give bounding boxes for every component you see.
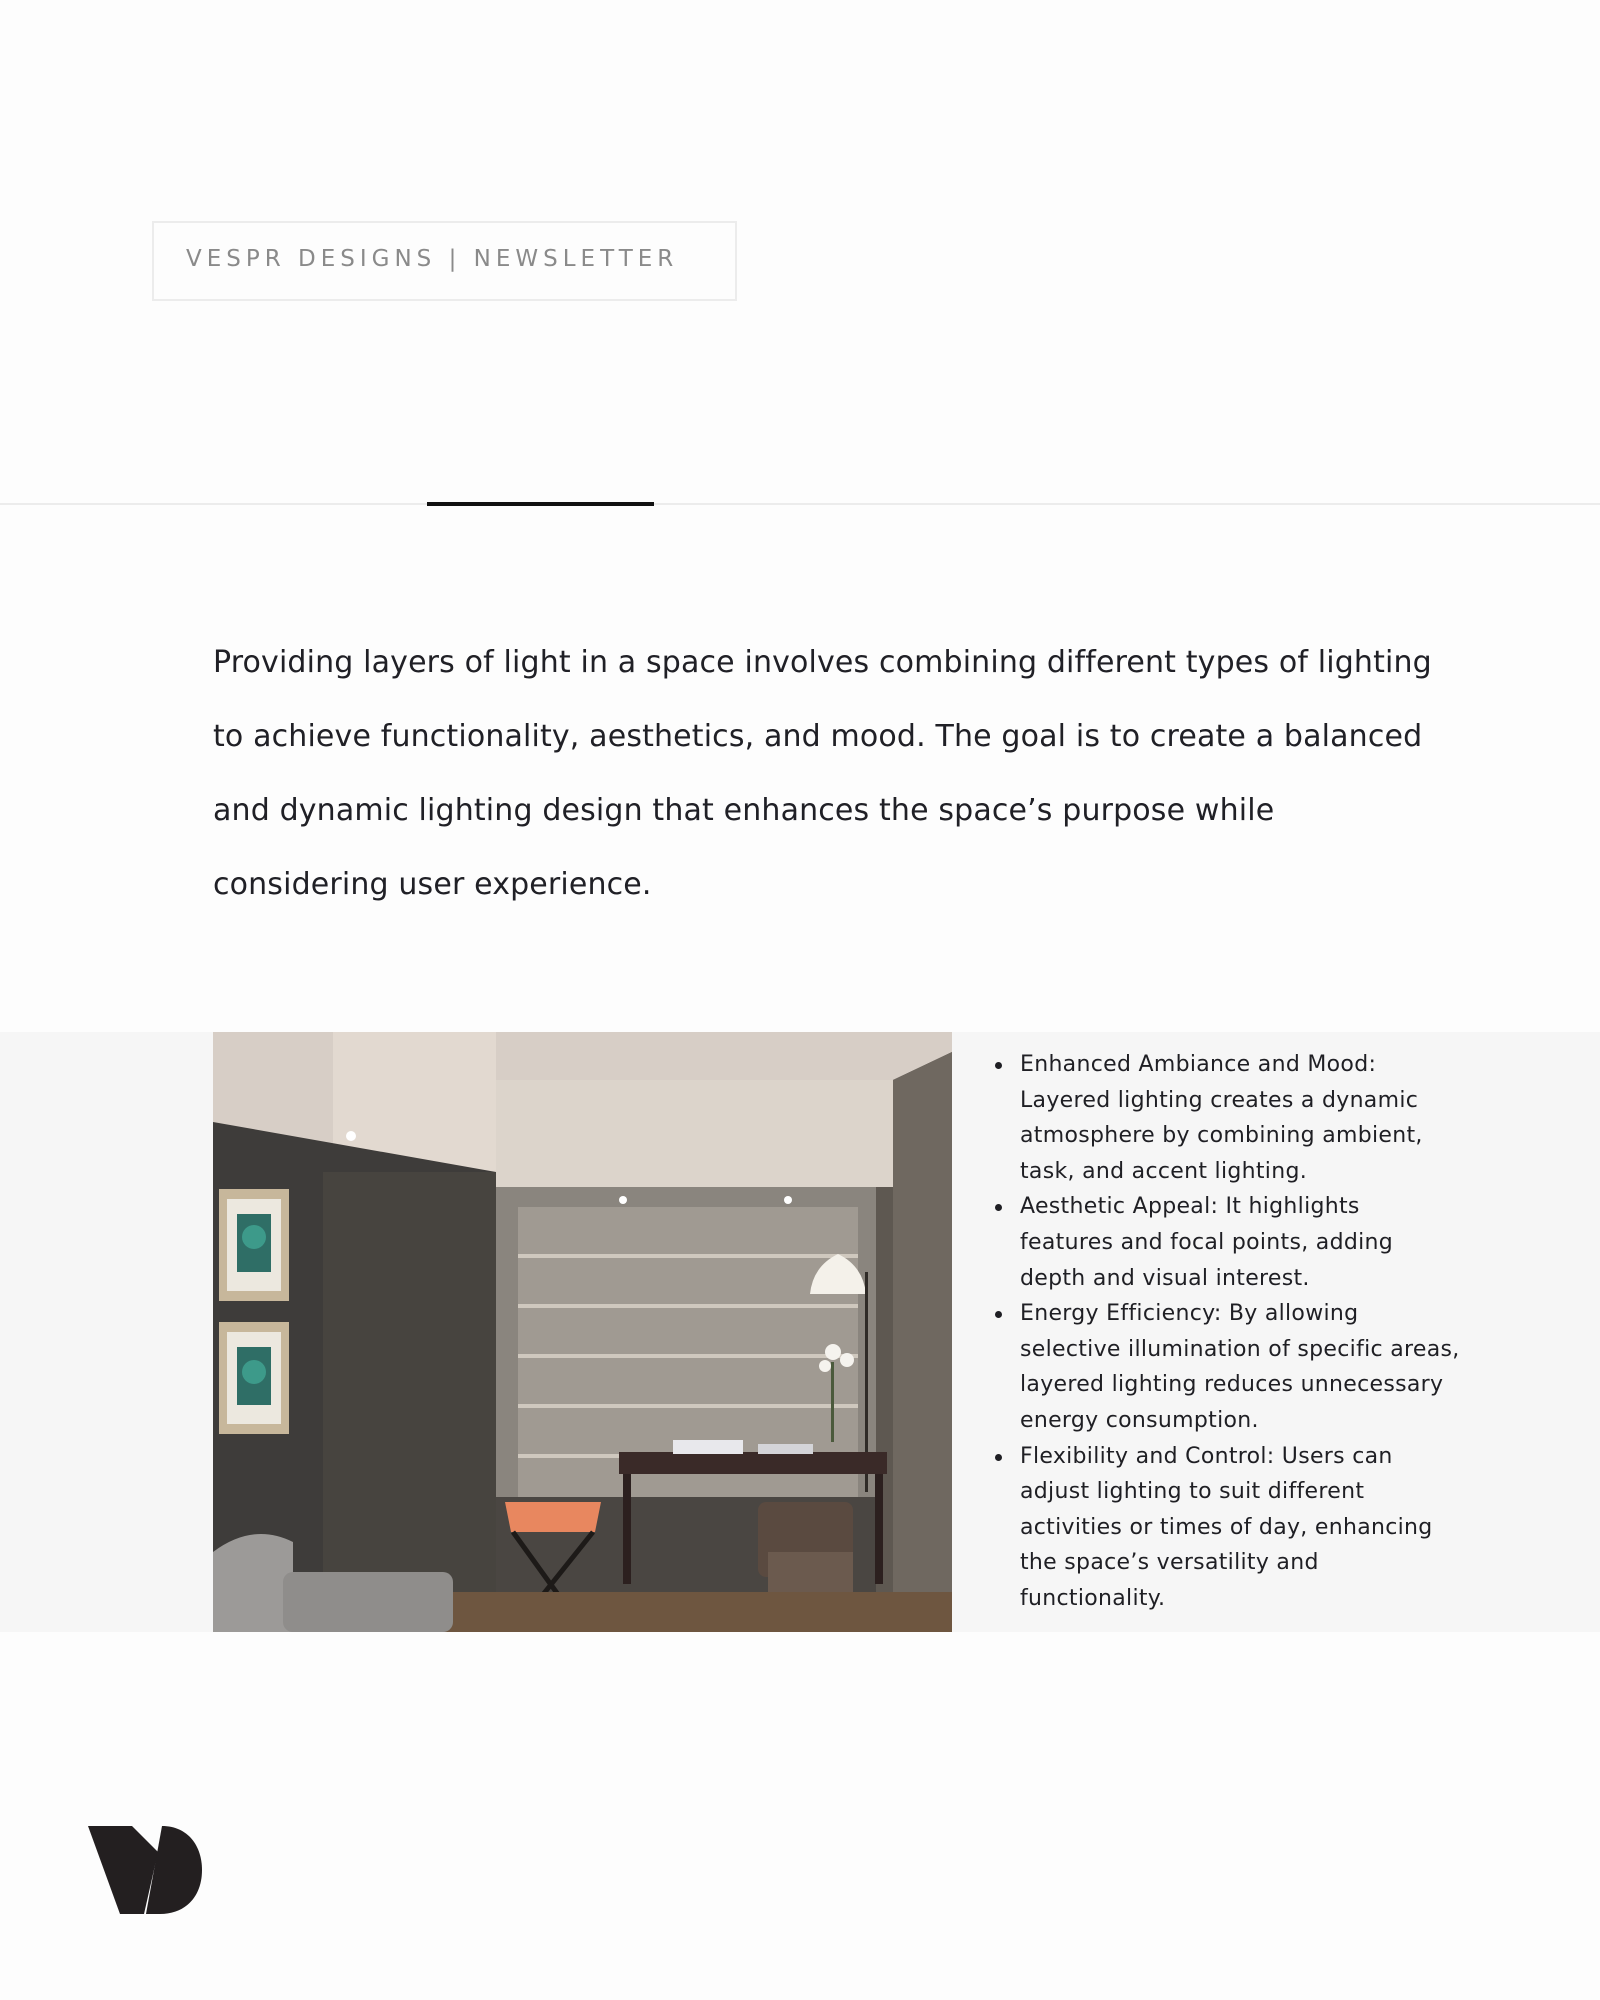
intro-paragraph: Providing layers of light in a space involves combining different types of lighting to achieve functionality, aesthetics, and mood. The goal is to create a balanced and dynamic lighting design that enhances the space’s purpose while considering user experience.	[213, 645, 1432, 902]
newsletter-header-box	[152, 221, 737, 301]
interior-photo-illustration	[213, 1032, 952, 1632]
benefit-item-aesthetic: Aesthetic Appeal: It highlights features and focal points, adding depth and visual interest.	[990, 1189, 1460, 1296]
section-divider	[0, 503, 1600, 505]
benefit-item-ambiance: Enhanced Ambiance and Mood: Layered lighting creates a dynamic atmosphere by combining ambient, task, and accent lighting.	[990, 1047, 1460, 1189]
newsletter-header-title: VESPR DESIGNS | NEWSLETTER	[186, 246, 679, 272]
benefit-item-energy: Energy Efficiency: By allowing selective illumination of specific areas, layered lighting reduces unnecessary energy consumption.	[990, 1296, 1460, 1438]
interior-office-photo	[213, 1032, 952, 1632]
benefits-list	[990, 1047, 1460, 1617]
section-divider-accent	[427, 502, 654, 506]
vespr-logo-icon	[88, 1826, 202, 1914]
benefit-item-flexibility: Flexibility and Control: Users can adjust lighting to suit different activities or times of day, enhancing the space’s versatility and functionality.	[990, 1439, 1460, 1617]
